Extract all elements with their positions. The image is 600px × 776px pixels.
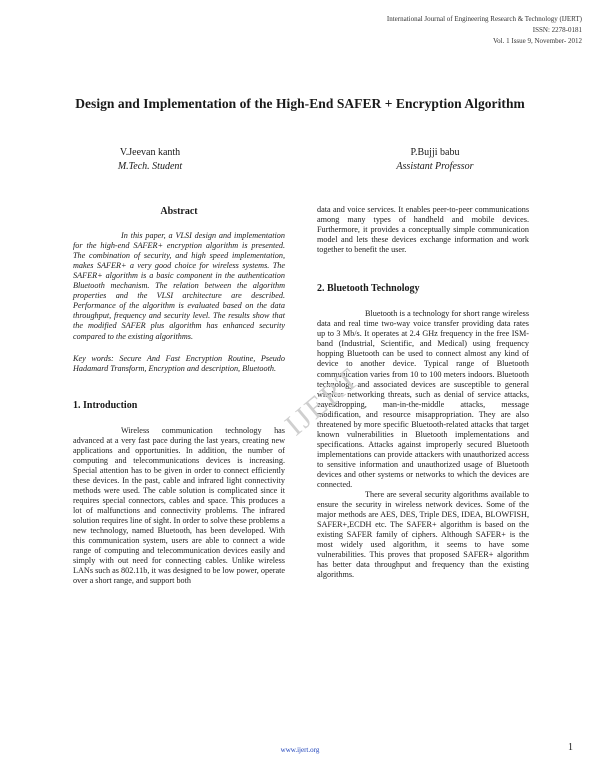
watermark: IJERT [278, 361, 367, 443]
author-1-role: M.Tech. Student [117, 161, 183, 172]
abstract-text: In this paper, a VLSI design and implementation for the high-end SAFER+ encryption algorithm is presented. The combination of security, and high speed implementation, makes SAFER+ a very good choice for wireless systems. The SAFER+ algorithm is a basic component in the authentication Bluetooth mechanism. The relation between the algorithm properties and the VLSI architecture are described. Performance of the algorithm is evaluated based on the data throughput, frequency and security level. The results show that the modified SAFER plus algorithm has enhanced security compared to the existing algorithms. [73, 231, 285, 341]
right-column [317, 205, 529, 581]
continuation-text: data and voice services. It enables peer-to-peer communications among many types of handheld and mobile devices. Furthermore, it provides a conceptually simple communication model and lets these devices exchange information and work together to benefit the user. [317, 205, 529, 255]
journal-name: International Journal of Engineering Research & Technology (IJERT) [386, 15, 582, 23]
bluetooth-paragraph-2: There are several security algorithms available to ensure the security in wireless network devices. Some of the major methods are AES, DES, Triple DES, IDEA, BLOWFISH, SAFER+,ECDH etc. The SAFER+ algorithm is based on the existing SAFER family of ciphers. Although SAFER+ is the most widely used algorithm, it seems to have some vulnerabilities. This proves that proposed SAFER+ algorithm has better data throughput and frequency than the existing algorithms. [317, 490, 529, 580]
bluetooth-paragraph-1: Bluetooth is a technology for short range wireless data and real time two-way voice transfer providing data rates up to 3 Mb/s. It operates at 2.4 GHz frequency in the free ISM-band (Industrial, Scientific, and Medical) using frequency hopping Bluetooth can be used to connect almost any kind of device to another device. Typical range of Bluetooth communication varies from 10 to 100 meters indoors. Bluetooth technology and associated devices are susceptible to general wireless networking threats, such as denial of service attacks, eavesdropping, man-in-the-middle attacks, message modification, and resource misappropriation. They are also threatened by more specific Bluetooth-related attacks that target known vulnerabilities in Bluetooth implementations and specifications. Attacks against improperly secured Bluetooth implementations can provide attackers with unauthorized access to sensitive information and unauthorized usage of Bluetooth devices and other systems or networks to which the devices are connected. [317, 309, 529, 490]
journal-volume: Vol. 1 Issue 9, November- 2012 [493, 37, 582, 45]
author-2-role: Assistant Professor [396, 161, 474, 172]
journal-issn: ISSN: 2278-0181 [532, 26, 582, 34]
abstract-heading: Abstract [160, 206, 198, 217]
author-1-name: V.Jeevan kanth [119, 147, 181, 158]
page-number: 1 [568, 742, 573, 753]
author-2 [355, 146, 515, 174]
author-2-name: P.Bujji babu [410, 147, 460, 158]
footer-url[interactable]: www.ijert.org [280, 746, 320, 754]
left-column [73, 205, 285, 586]
keywords: Key words: Secure And Fast Encryption Routine, Pseudo Hadamard Transform, Encryption and description, Bluetooth. [73, 353, 285, 373]
paper-title: Design and Implementation of the High-End SAFER + Encryption Algorithm [75, 96, 525, 111]
journal-header [322, 14, 582, 47]
bluetooth-heading: 2. Bluetooth Technology [317, 283, 420, 295]
author-1 [70, 146, 230, 174]
introduction-heading: 1. Introduction [73, 399, 138, 411]
introduction-text: Wireless communication technology has advanced at a very fast pace during the last years, creating new applications and opportunities. In addition, the number of computing and telecommunications devices is increasing. Special attention has to be given in order to connect efficiently these devices. In the past, cable and infrared light connectivity methods were used. The cable solution is complicated since it requires special connectors, cables and space. This produces a lot of malfunctions and connectivity problems. The infrared solution requires line of sight. In order to solve these problems a new technology, named Bluetooth, has been developed. With this communication system, users are able to connect a wide range of computing and telecommunication devices easily and simply with out need for connecting cables. Unlike wireless LANs such as 802.11b, it was designed to be low power, operate over a short range, and support both [73, 425, 285, 586]
